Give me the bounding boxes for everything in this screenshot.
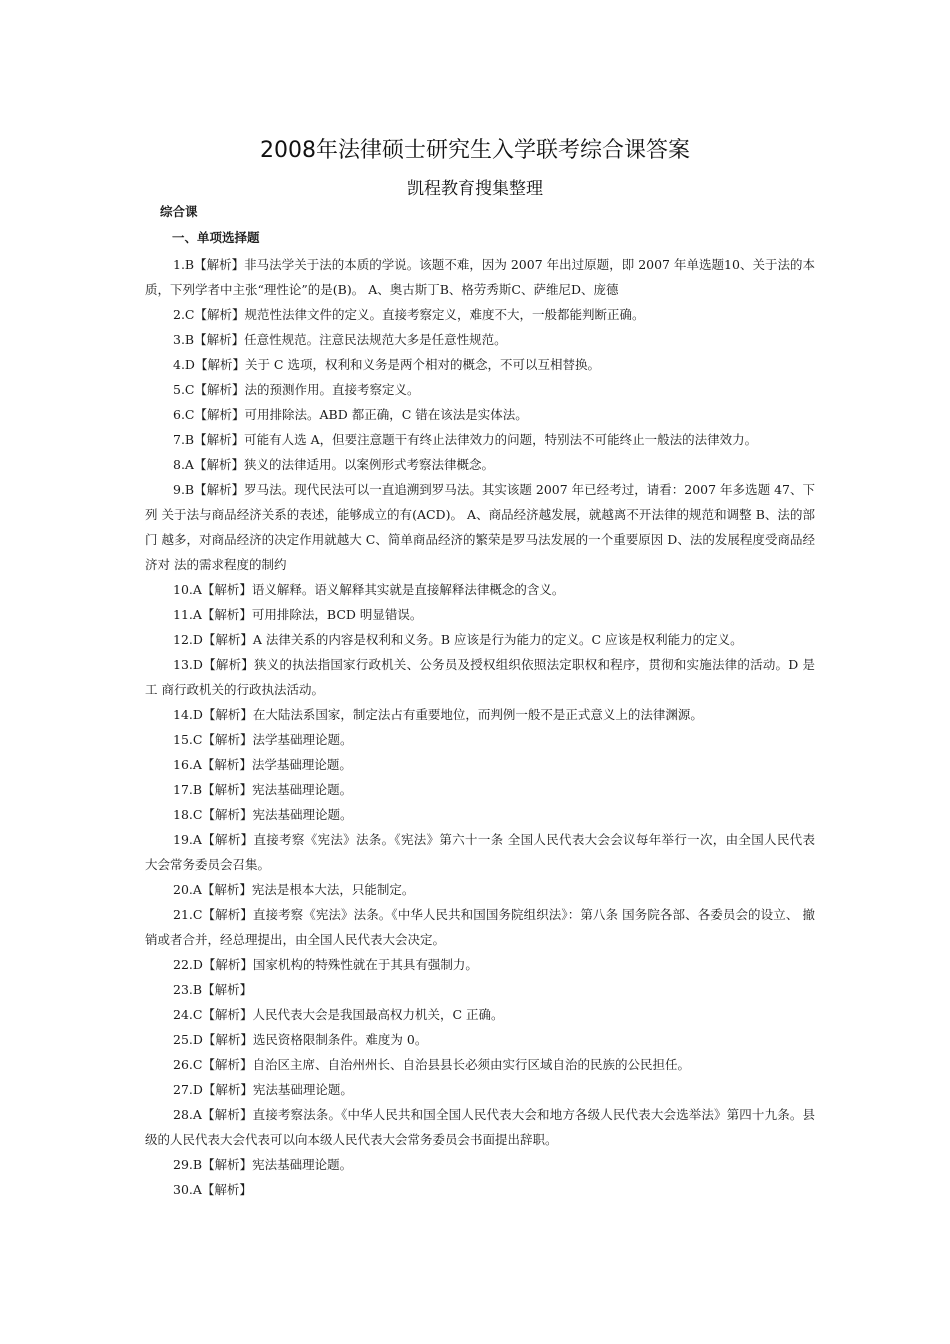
answer-item-11: 11.A【解析】可用排除法，BCD 明显错误。: [173, 607, 423, 622]
answer-item-24: 24.C【解析】人民代表大会是我国最高权力机关，C 正确。: [173, 1007, 504, 1022]
answer-item-12: 12.D【解析】A 法律关系的内容是权利和义务。B 应该是行为能力的定义。C 应该是权利能力的定义。: [173, 632, 743, 647]
answer-item-20: 20.A【解析】宪法是根本大法，只能制定。: [173, 882, 415, 897]
answer-item-16: 16.A【解析】法学基础理论题。: [173, 757, 352, 772]
answer-item-10: 10.A【解析】语义解释。语义解释其实就是直接解释法律概念的含义。: [173, 582, 565, 597]
answer-item-14: 14.D【解析】在大陆法系国家，制定法占有重要地位，而判例一般不是正式意义上的法律渊源。: [173, 707, 703, 722]
answer-item-18: 18.C【解析】宪法基础理论题。: [173, 807, 353, 822]
answer-item-13: 13.D【解析】狭义的执法指国家行政机关、公务员及授权组织依照法定职权和程序，贯彻和实施法律的活动。D 是工 商行政机关的行政执法活动。: [145, 657, 815, 697]
answer-item-23: 23.B【解析】: [173, 982, 253, 997]
answer-item-5: 5.C【解析】法的预测作用。直接考察定义。: [173, 382, 420, 397]
answer-item-22: 22.D【解析】国家机构的特殊性就在于其具有强制力。: [173, 957, 478, 972]
answer-item-6: 6.C【解析】可用排除法。ABD 都正确，C 错在该法是实体法。: [173, 407, 528, 422]
answer-item-17: 17.B【解析】宪法基础理论题。: [173, 782, 353, 797]
section-heading: 综合课: [160, 204, 198, 219]
answer-item-3: 3.B【解析】任意性规范。注意民法规范大多是任意性规范。: [173, 332, 507, 347]
answer-item-19: 19.A【解析】直接考察《宪法》法条。《宪法》第六十一条 全国人民代表大会会议每年举行一次，由全国人民代表 大会常务委员会召集。: [145, 832, 815, 872]
answer-item-2: 2.C【解析】规范性法律文件的定义。直接考察定义，难度不大，一般都能判断正确。: [173, 307, 645, 322]
answer-item-4: 4.D【解析】关于 C 选项，权利和义务是两个相对的概念，不可以互相替换。: [173, 357, 600, 372]
page-title: 2008年法律硕士研究生入学联考综合课答案: [260, 138, 690, 163]
answer-item-25: 25.D【解析】选民资格限制条件。难度为 0。: [173, 1032, 428, 1047]
answer-item-7: 7.B【解析】可能有人选 A，但要注意题干有终止法律效力的问题，特别法不可能终止一般法的法律效力。: [173, 432, 758, 447]
answer-item-9: 9.B【解析】罗马法。现代民法可以一直追溯到罗马法。其实该题 2007 年已经考过，请看：2007 年多选题 47、下列 关于法与商品经济关系的表述，能够成立的有(ACD)。 A、商品经济越发展，就越离不开法律的规范和调整 B、法的部门 越多，对商品经济的决定作用就越大 C、简单商品经济的繁荣是罗马法发展的一个重要原因 D、法的发展程度受商品经济对 法的需求程度的制约: [145, 482, 815, 572]
answer-item-30: 30.A【解析】: [173, 1182, 252, 1197]
answer-list: [145, 252, 815, 1202]
answer-item-21: 21.C【解析】直接考察《宪法》法条。《中华人民共和国国务院组织法》：第八条 国务院各部、各委员会的设立、 撤销或者合并，经总理提出，由全国人民代表大会决定。: [145, 907, 815, 947]
page-subtitle: 凯程教育搜集整理: [407, 179, 543, 199]
answer-item-27: 27.D【解析】宪法基础理论题。: [173, 1082, 353, 1097]
answer-item-8: 8.A【解析】狭义的法律适用。以案例形式考察法律概念。: [173, 457, 494, 472]
subsection-heading: 一、单项选择题: [172, 230, 260, 245]
answer-item-1: 1.B【解析】非马法学关于法的本质的学说。该题不难，因为 2007 年出过原题，即 2007 年单选题10、关于法的本质，下列学者中主张“理性论”的是(B)。 A、奥古斯丁B、格劳秀斯C、萨维尼D、庞德: [145, 257, 815, 297]
answer-item-28: 28.A【解析】直接考察法条。《中华人民共和国全国人民代表大会和地方各级人民代表大会选举法》第四十九条。县级的人民代表大会代表可以向本级人民代表大会常务委员会书面提出辞职。: [145, 1107, 815, 1147]
answer-item-29: 29.B【解析】宪法基础理论题。: [173, 1157, 353, 1172]
answer-item-26: 26.C【解析】自治区主席、自治州州长、自治县县长必须由实行区域自治的民族的公民担任。: [173, 1057, 690, 1072]
answer-item-15: 15.C【解析】法学基础理论题。: [173, 732, 353, 747]
